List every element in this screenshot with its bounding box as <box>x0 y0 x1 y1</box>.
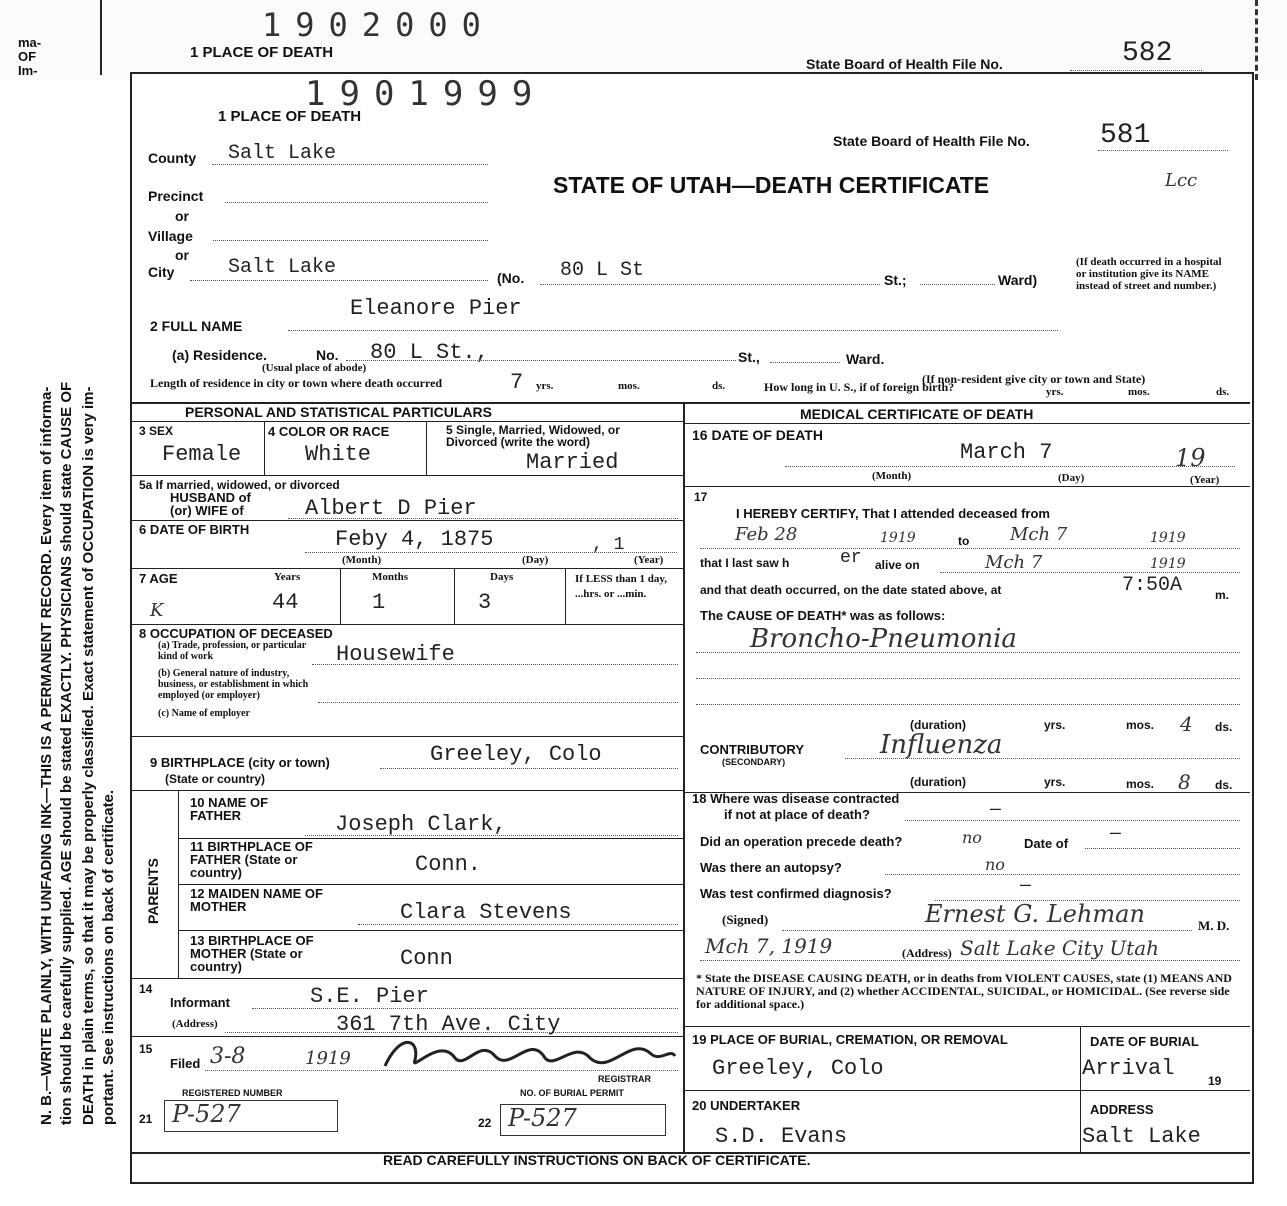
contributory-line <box>845 758 1240 759</box>
signed-value: Ernest G. Lehman <box>925 900 1145 928</box>
street-no-label: (No. <box>497 270 525 286</box>
birthplace-label: 9 BIRTHPLACE (city or town) <box>150 755 330 770</box>
medical-rule-4 <box>683 1090 1250 1091</box>
birthplace-value: Greeley, Colo <box>430 742 602 767</box>
back-file-no: 582 <box>1122 38 1173 69</box>
row-rule-1 <box>132 475 683 476</box>
death-occurred-label: and that death occurred, on the date stated above, at <box>700 583 1002 597</box>
registered-number-prefix: 21 <box>139 1112 153 1126</box>
attended-from-date: Feb 28 <box>735 524 798 545</box>
father-line <box>305 835 678 836</box>
occupation-b: (b) General nature of industry, business, or establishment in which employed (or employer) <box>158 668 309 701</box>
burial-permit-label: NO. OF BURIAL PERMIT <box>520 1088 624 1098</box>
informant-line <box>252 1008 678 1009</box>
operation-label: Did an operation precede death? <box>700 834 903 849</box>
autopsy-label: Was there an autopsy? <box>700 860 842 875</box>
ward-line <box>920 284 995 285</box>
date-of-answer: — <box>1110 824 1121 844</box>
row-rule-6 <box>132 790 683 791</box>
medical-rule-1 <box>683 486 1250 487</box>
us-length-label: How long in U. S., if of foreign birth? <box>764 380 955 394</box>
q18b-label: if not at place of death? <box>724 807 870 822</box>
informant-num: 14 <box>139 982 153 996</box>
years-label: Years <box>274 571 301 583</box>
row-rule-9 <box>178 930 683 931</box>
duration-yrs-2: yrs. <box>1044 775 1066 789</box>
duration-label-1: (duration) <box>910 718 966 732</box>
age-divider-3 <box>565 568 566 624</box>
registrar-label: REGISTRAR <box>598 1074 652 1084</box>
md-label: M. D. <box>1198 918 1230 933</box>
footer-text: READ CAREFULLY INSTRUCTIONS ON BACK OF CERTIFICATE. <box>383 1152 811 1168</box>
file-no-line <box>1098 150 1228 151</box>
cause-line-3 <box>696 704 1240 705</box>
street-no-value: 80 L St <box>560 259 645 282</box>
medical-rule-3 <box>683 1026 1250 1027</box>
secondary-label: (SECONDARY) <box>722 757 786 767</box>
back-sheet-margin-text: ma- OF Im- <box>18 35 42 78</box>
precinct-label: Precinct <box>148 188 204 204</box>
signed-date: Mch 7, 1919 <box>705 934 833 958</box>
informant-value: S.E. Pier <box>310 984 429 1009</box>
spouse-line <box>288 518 678 519</box>
sex-color-divider <box>264 421 265 475</box>
street-line <box>540 284 880 285</box>
attended-from-year: 1919 <box>880 530 916 546</box>
dod-day-label: (Day) <box>1058 472 1085 484</box>
q18-label: 18 Where was disease contracted <box>692 791 900 806</box>
residence-yrs: yrs. <box>536 380 554 392</box>
burial-date-divider <box>1080 1026 1081 1152</box>
side-instruction-line3: DEATH in plain terms, so that it may be properly classified. Exact statement of OCCUPATION is very im- <box>80 386 97 1125</box>
back-sheet-right-edge <box>1255 0 1258 80</box>
medical-header: MEDICAL CERTIFICATE OF DEATH <box>800 406 1034 422</box>
filed-label: Filed <box>170 1056 201 1071</box>
footnote: * State the DISEASE CAUSING DEATH, or in deaths from VIOLENT CAUSES, state (1) MEANS AND NATURE OF INJURY, and (2) whether ACCIDENTAL, SUICIDAL, or HOMICIDAL. (See reverse side for additional space.) <box>696 971 1232 1011</box>
dob-value: Feby 4, 1875 <box>335 527 494 552</box>
occupation-a: (a) Trade, profession, or particular kind of work <box>158 640 306 662</box>
back-sheet-left-rule <box>100 0 102 75</box>
duration-value-1: 4 <box>1180 712 1193 736</box>
stamp-number: 1901999 <box>305 74 547 114</box>
place-of-death-label: 1 PLACE OF DEATH <box>218 108 362 125</box>
mother-bp-label: 13 BIRTHPLACE OF MOTHER (State or country) <box>190 933 314 974</box>
occupation-line-a <box>312 664 678 665</box>
informant-label: Informant <box>170 995 230 1010</box>
alive-year: 1919 <box>1150 556 1186 572</box>
burial-permit-value: P-527 <box>508 1104 577 1132</box>
residence-ward-label: Ward. <box>846 351 885 367</box>
row-rule-5 <box>132 736 683 737</box>
registered-number-value: P-527 <box>172 1100 241 1128</box>
time-of-death: 7:50A <box>1122 574 1183 597</box>
cause-line-1 <box>696 652 1240 653</box>
dob-line <box>305 552 677 553</box>
sex-value: Female <box>162 442 242 467</box>
length-of-residence-label: Length of residence in city or town where death occurred <box>150 376 443 390</box>
certify-text: I HEREBY CERTIFY, That I attended deceased from <box>736 506 1050 521</box>
date-of-line <box>1085 848 1240 849</box>
side-instruction-line4: portant. See instructions on back of certificate. <box>100 789 117 1125</box>
or-2: or <box>175 247 189 263</box>
residence-mos: mos. <box>618 380 640 392</box>
attended-line <box>700 548 1240 549</box>
alive-on-label: alive on <box>875 558 920 572</box>
county-line <box>212 164 488 165</box>
residence-st-label: St., <box>738 349 760 365</box>
alive-line <box>940 572 1240 573</box>
certificate-title: STATE OF UTAH—DEATH CERTIFICATE <box>553 172 990 198</box>
mother-label: 12 MAIDEN NAME OF MOTHER <box>190 886 323 914</box>
operation-answer: no <box>962 828 982 847</box>
mother-line <box>358 924 678 925</box>
us-yrs: yrs. <box>1046 386 1064 398</box>
age-label: 7 AGE <box>139 571 178 586</box>
corner-note: Lcc <box>1165 170 1198 191</box>
to-label: to <box>958 534 970 548</box>
sex-label: 3 SEX <box>139 424 174 438</box>
registrar-signature <box>380 1028 680 1078</box>
residence-value: 80 L St., <box>370 340 489 365</box>
cause-line-2 <box>696 678 1240 679</box>
hospital-note: (If death occurred in a hospital or institution give its NAME instead of street and number.) <box>1076 256 1222 292</box>
duration-ds-1: ds. <box>1215 720 1233 734</box>
dob-year-label: (Year) <box>634 554 664 566</box>
duration-mos-1: mos. <box>1126 718 1155 732</box>
signed-address: Salt Lake City Utah <box>960 936 1160 960</box>
signed-line <box>782 930 1192 931</box>
less-than-label: If LESS than 1 day, ...hrs. or ...min. <box>575 573 668 600</box>
occupation-c: (c) Name of employer <box>158 708 250 719</box>
row-rule-3 <box>132 568 683 569</box>
city-value: Salt Lake <box>228 256 337 279</box>
signed-label: (Signed) <box>722 912 769 927</box>
full-name-label: 2 FULL NAME <box>150 318 243 334</box>
spouse-value: Albert D Pier <box>305 496 477 521</box>
county-value: Salt Lake <box>228 142 337 165</box>
dod-line <box>785 466 1235 467</box>
mother-value: Clara Stevens <box>400 900 572 925</box>
center-divider <box>683 402 685 1152</box>
duration-label-2: (duration) <box>910 775 966 789</box>
county-label: County <box>148 150 197 166</box>
father-label: 10 NAME OF FATHER <box>190 795 269 823</box>
years-value: 44 <box>272 590 299 615</box>
occupation-label: 8 OCCUPATION OF DECEASED <box>139 626 333 641</box>
burial-permit-prefix: 22 <box>478 1116 492 1130</box>
filed-year: 1919 <box>305 1048 351 1069</box>
dod-value: March 7 <box>960 440 1053 465</box>
personal-header-rule <box>132 421 683 422</box>
undertaker-label: 20 UNDERTAKER <box>692 1098 801 1113</box>
q17-num: 17 <box>694 490 708 504</box>
row-rule-10 <box>132 978 683 979</box>
back-file-no-line <box>1070 70 1202 71</box>
dod-year-label: (Year) <box>1190 474 1220 486</box>
row-rule-4 <box>132 624 683 625</box>
back-sheet <box>0 0 1287 80</box>
back-file-no-label: State Board of Health File No. <box>806 56 1003 72</box>
autopsy-line <box>885 874 1240 875</box>
full-name-value: Eleanore Pier <box>350 296 522 321</box>
months-value: 1 <box>372 590 386 615</box>
spouse-label-2: HUSBAND of <box>170 490 251 505</box>
occupation-line-b <box>318 702 678 703</box>
personal-header: PERSONAL AND STATISTICAL PARTICULARS <box>185 404 492 420</box>
father-bp-value: Conn. <box>415 852 482 877</box>
duration-yrs-1: yrs. <box>1044 718 1066 732</box>
filed-num: 15 <box>139 1042 153 1056</box>
residence-label: (a) Residence. <box>172 347 267 363</box>
dob-label: 6 DATE OF BIRTH <box>139 522 250 537</box>
cause-value: Broncho-Pneumonia <box>750 624 1017 654</box>
months-label: Months <box>372 571 409 583</box>
back-stamp-number: 1902000 <box>262 6 495 44</box>
length-of-residence-value: 7 <box>510 370 524 395</box>
father-value: Joseph Clark, <box>335 812 507 837</box>
informant-address-label: (Address) <box>172 1018 218 1030</box>
medical-header-rule <box>683 423 1250 424</box>
birthplace-line <box>380 768 678 769</box>
dob-day-label: (Day) <box>522 554 549 566</box>
autopsy-answer: no <box>985 855 1005 874</box>
residence-ds: ds. <box>712 380 726 392</box>
contributory-value: Influenza <box>880 730 1003 760</box>
filed-date: 3-8 <box>210 1044 246 1069</box>
precinct-line <box>225 202 488 203</box>
age-mark: K <box>150 600 164 621</box>
parents-label: PARENTS <box>145 858 161 924</box>
usual-abode-label: (Usual place of abode) <box>262 362 367 374</box>
marital-value: Married <box>526 450 619 475</box>
test-answer: — <box>1020 876 1031 896</box>
date-of-label: Date of <box>1024 836 1069 851</box>
city-line <box>190 280 488 281</box>
us-mos: mos. <box>1128 386 1150 398</box>
residence-line <box>346 360 736 361</box>
attended-to-date: Mch 7 <box>1010 524 1068 545</box>
row-rule-8 <box>178 884 683 885</box>
village-label: Village <box>148 228 193 244</box>
burial-year: 19 <box>1208 1074 1222 1088</box>
marital-label: 5 Single, Married, Widowed, or Divorced (write the word) <box>446 423 620 449</box>
full-name-line <box>288 330 1058 331</box>
informant-address-value: 361 7th Ave. City <box>336 1012 561 1037</box>
alive-date: Mch 7 <box>985 552 1043 573</box>
back-place-of-death-label: 1 PLACE OF DEATH <box>190 44 334 61</box>
dod-label: 16 DATE OF DEATH <box>692 427 823 443</box>
spouse-label-3: (or) WIFE of <box>170 503 244 518</box>
q18-answer: — <box>990 800 1001 820</box>
burial-place-label: 19 PLACE OF BURIAL, CREMATION, OR REMOVAL <box>692 1032 1008 1047</box>
side-instruction-line2: tion should be carefully supplied. AGE should be stated EXACTLY. PHYSICIANS should state CAUSE OF <box>58 381 75 1125</box>
or-1: or <box>175 208 189 224</box>
side-instruction-line1: N. B.—WRITE PLAINLY, WITH UNFADING INK—THIS IS A PERMANENT RECORD. Every item of informa- <box>38 386 55 1125</box>
last-saw-label: that I last saw h <box>700 556 790 570</box>
city-label: City <box>148 264 175 280</box>
st-label: St.; <box>884 272 907 288</box>
dob-month-label: (Month) <box>342 554 382 566</box>
occupation-value: Housewife <box>336 642 455 667</box>
duration-mos-2: mos. <box>1126 777 1155 791</box>
days-value: 3 <box>478 590 492 615</box>
duration-ds-2: ds. <box>1215 778 1233 792</box>
us-ds: ds. <box>1216 386 1230 398</box>
attended-to-year: 1919 <box>1150 530 1186 546</box>
burial-date-label: DATE OF BURIAL <box>1090 1034 1199 1049</box>
dod-month-label: (Month) <box>872 470 912 482</box>
dob-tail: , 1 <box>592 535 625 555</box>
dod-year: 19 <box>1175 444 1206 472</box>
undertaker-address-label: ADDRESS <box>1090 1102 1154 1117</box>
undertaker-value: S.D. Evans <box>715 1124 848 1149</box>
last-saw-er: er <box>840 548 862 568</box>
burial-place-value: Greeley, Colo <box>712 1056 884 1081</box>
color-marital-divider <box>426 421 427 475</box>
signed-address-line <box>700 960 1240 961</box>
color-value: White <box>305 442 372 467</box>
contributory-label: CONTRIBUTORY <box>700 742 804 757</box>
color-label: 4 COLOR OR RACE <box>268 424 390 439</box>
birthplace-sub: (State or country) <box>165 772 266 786</box>
residence-ward-line <box>770 362 840 363</box>
signed-address-label: (Address) <box>902 946 952 960</box>
q18-line <box>905 820 1240 821</box>
nonresident-note: (If non-resident give city or town and State) <box>922 372 1146 386</box>
file-no-label: State Board of Health File No. <box>833 133 1030 149</box>
ward-label: Ward) <box>998 272 1038 288</box>
age-divider-1 <box>340 568 341 624</box>
test-label: Was test confirmed diagnosis? <box>700 886 892 901</box>
file-no: 581 <box>1100 120 1151 151</box>
mother-bp-value: Conn <box>400 946 453 971</box>
burial-date-value: Arrival <box>1082 1056 1175 1081</box>
duration-value-2: 8 <box>1178 770 1191 794</box>
residence-no-label: No. <box>316 347 339 363</box>
days-label: Days <box>490 571 514 583</box>
time-m: m. <box>1215 588 1230 602</box>
row-rule-2 <box>132 520 683 521</box>
age-divider-2 <box>454 568 455 624</box>
undertaker-address-value: Salt Lake <box>1082 1124 1201 1149</box>
village-line <box>213 240 488 241</box>
father-bp-label: 11 BIRTHPLACE OF FATHER (State or country) <box>190 839 313 880</box>
registered-number-label: REGISTERED NUMBER <box>182 1088 283 1098</box>
spouse-label-1: 5a If married, widowed, or divorced <box>139 478 340 492</box>
cause-label: The CAUSE OF DEATH* was as follows: <box>700 608 946 623</box>
